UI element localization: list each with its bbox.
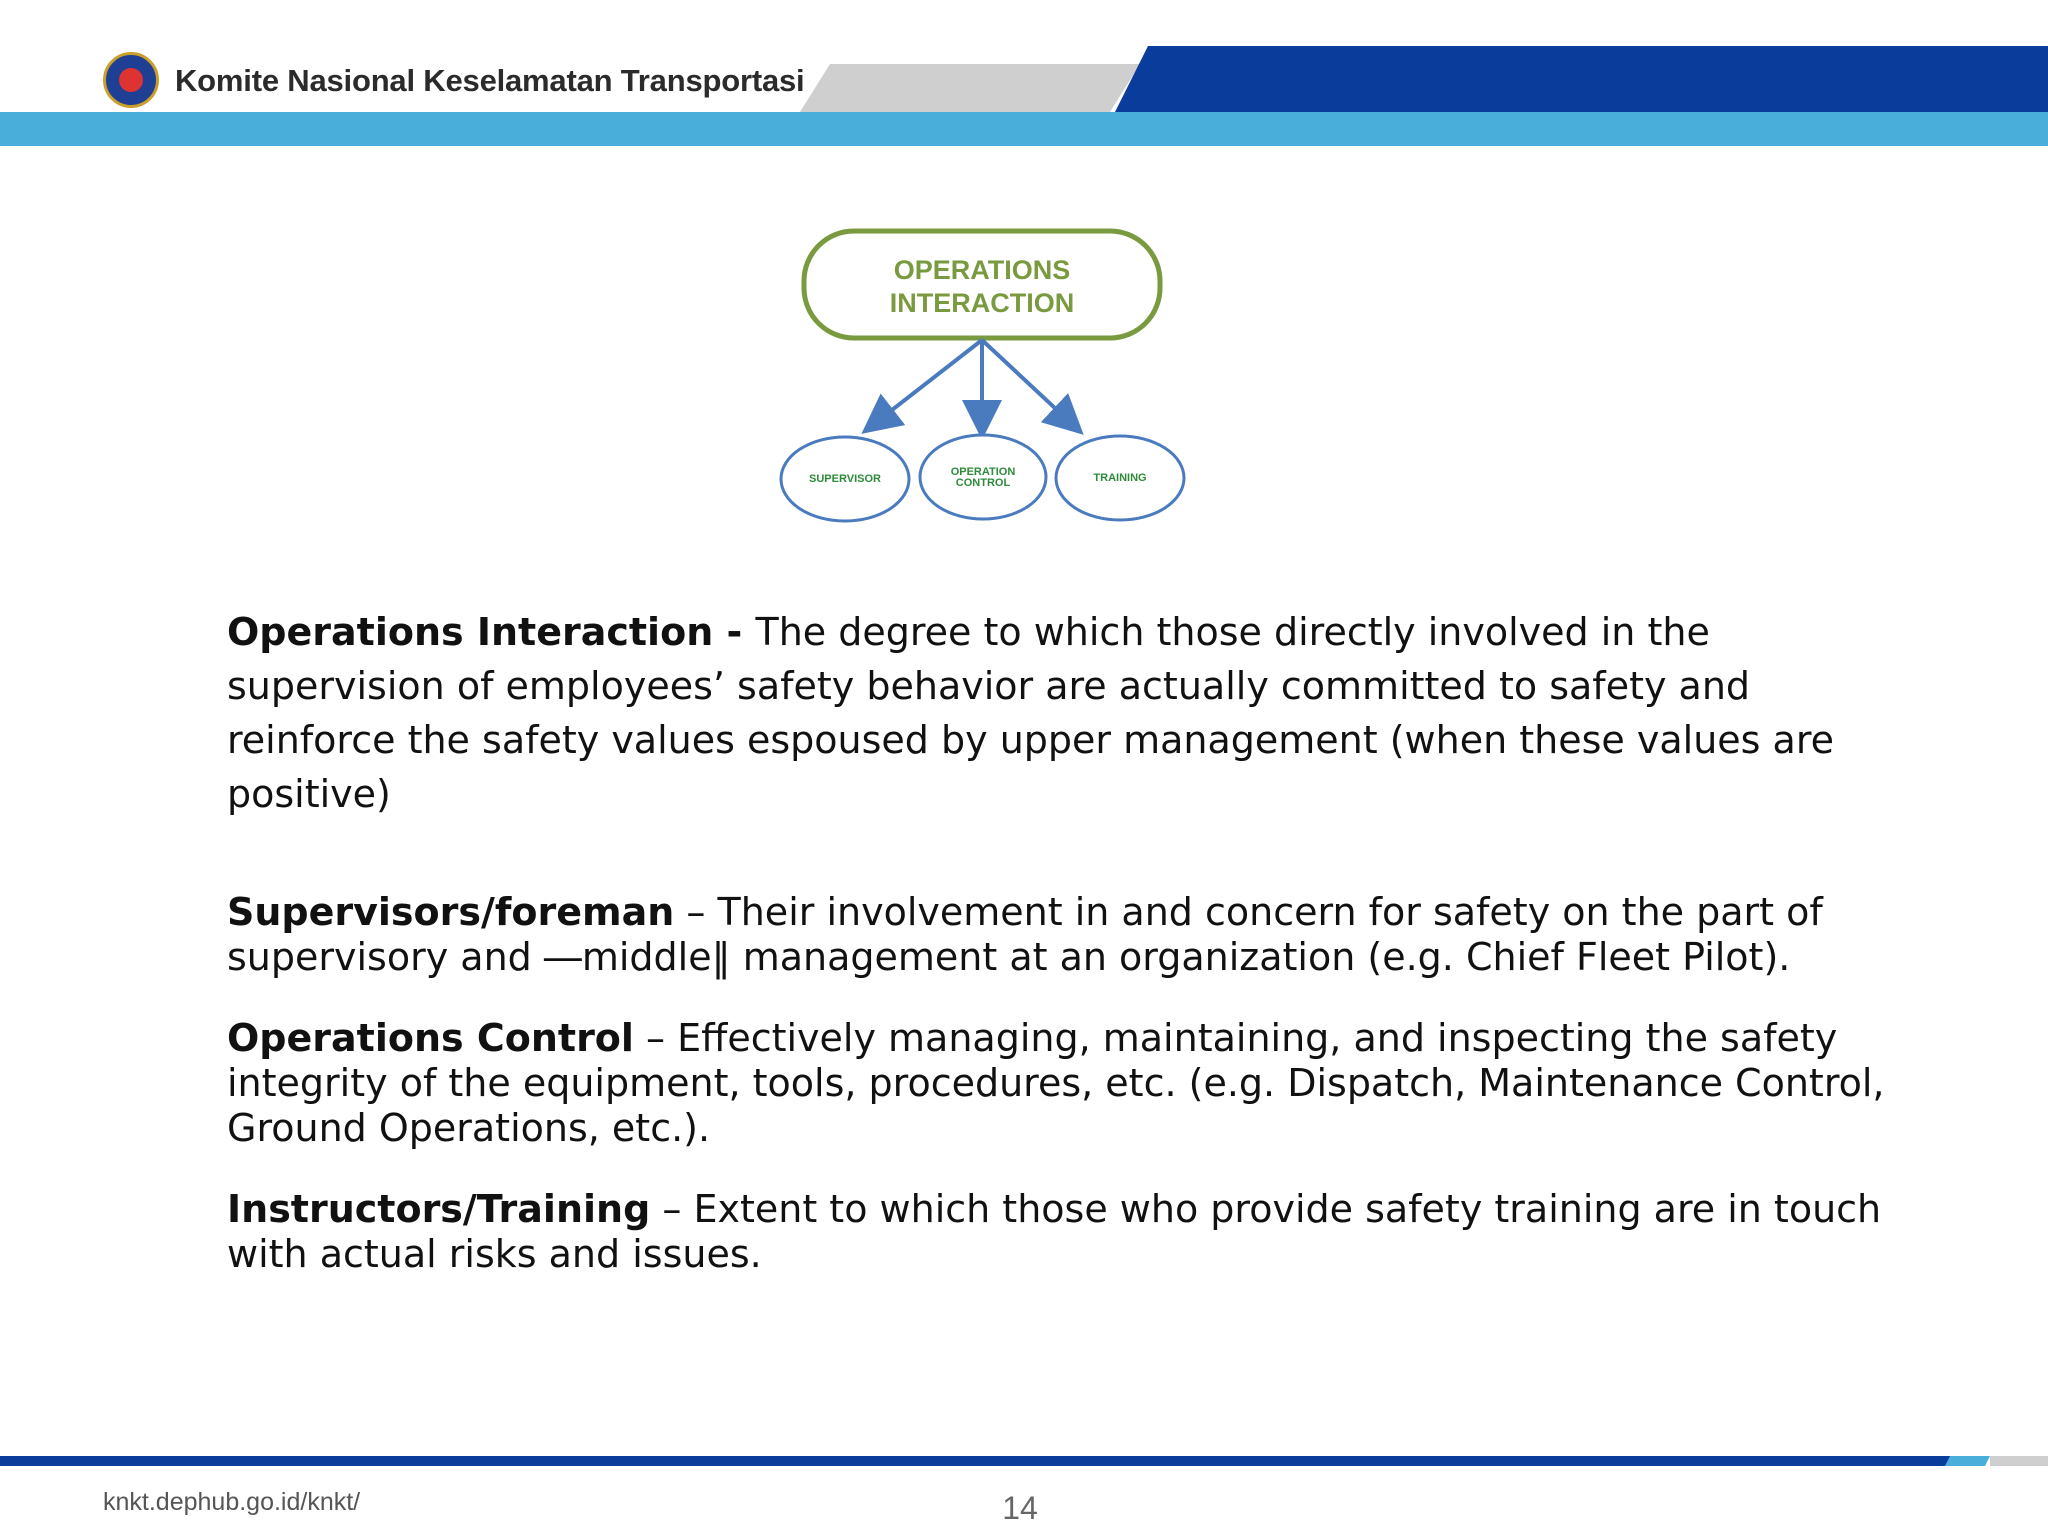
- paragraph-supervisors: [227, 890, 1887, 980]
- supervisor-label-line1: SUPERVISOR: [809, 473, 881, 485]
- operation-control-label: [920, 467, 1046, 489]
- knkt-logo: [103, 52, 159, 108]
- training-label-line1: TRAINING: [1093, 472, 1147, 484]
- operation-control-label-line2: CONTROL: [955, 477, 1011, 489]
- text-operations-interaction: The degree to which those directly involved in the supervision of employees’ safety behavior are actually committed to safety and reinforce the safety values espoused by upper management (when these values are positive): [227, 610, 1835, 816]
- term-supervisors: Supervisors/foreman: [227, 890, 675, 934]
- header-light-blue-stripe: [0, 112, 2048, 146]
- term-instructors-training: Instructors/Training: [227, 1187, 651, 1231]
- footer-blue-accent: [1945, 1456, 1990, 1466]
- paragraph-operations-interaction: [227, 605, 1887, 821]
- text-supervisors: Their involvement in and concern for safety on the part of supervisory and ―middle‖ management at an organization (e.g. Chief Fleet Pilot).: [227, 890, 1823, 979]
- main-node-line2: INTERACTION: [889, 288, 1075, 318]
- separator-operations-control: –: [633, 1016, 678, 1060]
- footer-url[interactable]: knkt.dephub.go.id/knkt/: [103, 1488, 361, 1516]
- header-navy-slant: [1115, 46, 2048, 112]
- arrow-to-training: [982, 340, 1072, 424]
- footer-band: [0, 1450, 2048, 1480]
- main-node-label: [804, 254, 1160, 320]
- separator-instructors-training: –: [650, 1187, 694, 1231]
- footer-gray-accent: [1990, 1456, 2048, 1466]
- separator-operations-interaction: -: [713, 610, 756, 654]
- text-instructors-training: Extent to which those who provide safety training are in touch with actual risks and issues.: [227, 1187, 1882, 1276]
- arrow-to-supervisor: [874, 340, 982, 424]
- supervisor-label: [781, 474, 909, 485]
- paragraph-instructors-training: [227, 1187, 1887, 1277]
- separator-supervisors: –: [674, 890, 718, 934]
- paragraph-operations-control: [227, 1016, 1887, 1151]
- text-operations-control: Effectively managing, maintaining, and inspecting the safety integrity of the equipment, tools, procedures, etc. (e.g. Dispatch, Maintenance Control, Ground Operations, etc.).: [227, 1016, 1885, 1150]
- footer-navy-line: [0, 1456, 1950, 1466]
- page-number: 14: [1002, 1490, 1038, 1526]
- header-gray-slant: [800, 64, 1140, 112]
- term-operations-interaction: Operations Interaction: [227, 610, 714, 654]
- operation-control-label-line1: OPERATION: [950, 466, 1016, 478]
- training-label: [1056, 473, 1184, 484]
- main-node-line1: OPERATIONS: [893, 255, 1071, 285]
- organization-name: Komite Nasional Keselamatan Transportasi: [175, 63, 805, 98]
- term-operations-control: Operations Control: [227, 1016, 634, 1060]
